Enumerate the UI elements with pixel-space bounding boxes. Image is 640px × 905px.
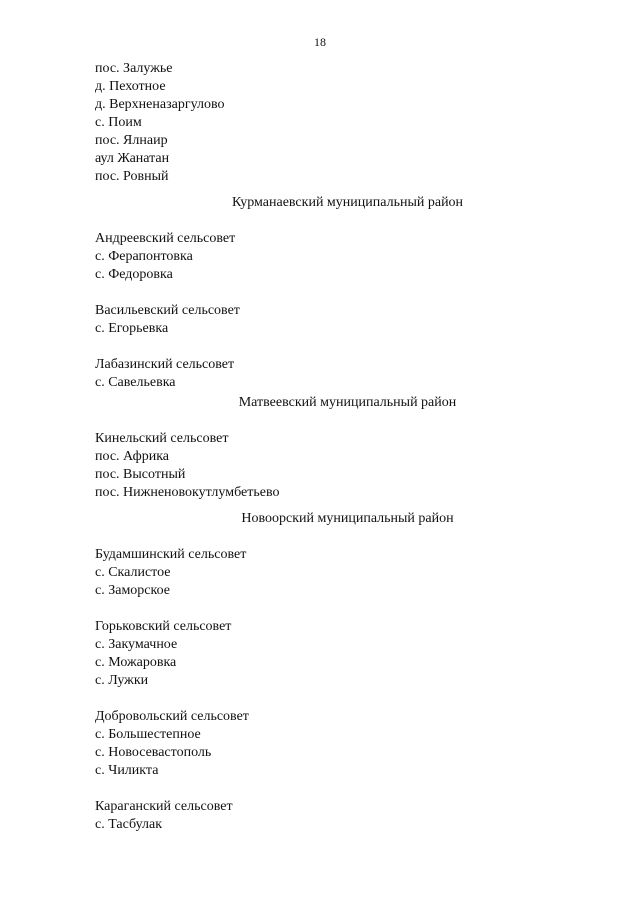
settlement-line: с. Большестепное (95, 727, 201, 742)
settlement-line: с. Лужки (95, 673, 149, 688)
settlement-line: с. Поим (95, 115, 142, 130)
settlement-line: с. Скалистое (95, 565, 171, 580)
council-title: Кинельский сельсовет (95, 431, 229, 446)
district-heading: Матвеевский муниципальный район (238, 395, 457, 410)
district-heading: Курманаевский муниципальный район (231, 195, 464, 210)
settlement-line: с. Заморское (95, 583, 170, 598)
settlement-line: с. Тасбулак (95, 817, 162, 832)
spacer (95, 780, 565, 798)
settlement-line: аул Жанатан (95, 151, 170, 166)
page-number: 18 (314, 35, 326, 49)
settlement-line: пос. Залужье (95, 61, 173, 76)
settlement-line: с. Ферапонтовка (95, 249, 193, 264)
district-heading: Новоорский муниципальный район (241, 511, 454, 526)
settlement-line: пос. Нижненовокутлумбетьево (95, 485, 280, 500)
settlement-line: пос. Ялнаир (95, 133, 168, 148)
settlement-line: с. Новосевастополь (95, 745, 212, 760)
council-title: Добровольский сельсовет (95, 709, 249, 724)
document-body (95, 60, 565, 834)
spacer (95, 338, 565, 356)
council-title: Караганский сельсовет (95, 799, 233, 814)
council-title: Андреевский сельсовет (95, 231, 236, 246)
settlement-line: с. Закумачное (95, 637, 178, 652)
settlement-line: пос. Высотный (95, 467, 186, 482)
spacer (95, 502, 565, 510)
spacer (95, 284, 565, 302)
spacer (95, 412, 565, 430)
council-title: Васильевский сельсовет (95, 303, 240, 318)
spacer (95, 600, 565, 618)
settlement-line: с. Савельевка (95, 375, 176, 390)
council-title: Будамшинский сельсовет (95, 547, 247, 562)
settlement-line: с. Егорьевка (95, 321, 169, 336)
settlement-line: д. Верхненазаргулово (95, 97, 225, 112)
settlement-line: с. Можаровка (95, 655, 177, 670)
settlement-line: с. Чиликта (95, 763, 159, 778)
settlement-line: пос. Африка (95, 449, 169, 464)
spacer (95, 212, 565, 230)
settlement-line: с. Федоровка (95, 267, 173, 282)
council-title: Лабазинский сельсовет (95, 357, 235, 372)
council-title: Горьковский сельсовет (95, 619, 232, 634)
spacer (95, 690, 565, 708)
settlement-line: пос. Ровный (95, 169, 169, 184)
spacer (95, 528, 565, 546)
settlement-line: д. Пехотное (95, 79, 166, 94)
spacer (95, 186, 565, 194)
